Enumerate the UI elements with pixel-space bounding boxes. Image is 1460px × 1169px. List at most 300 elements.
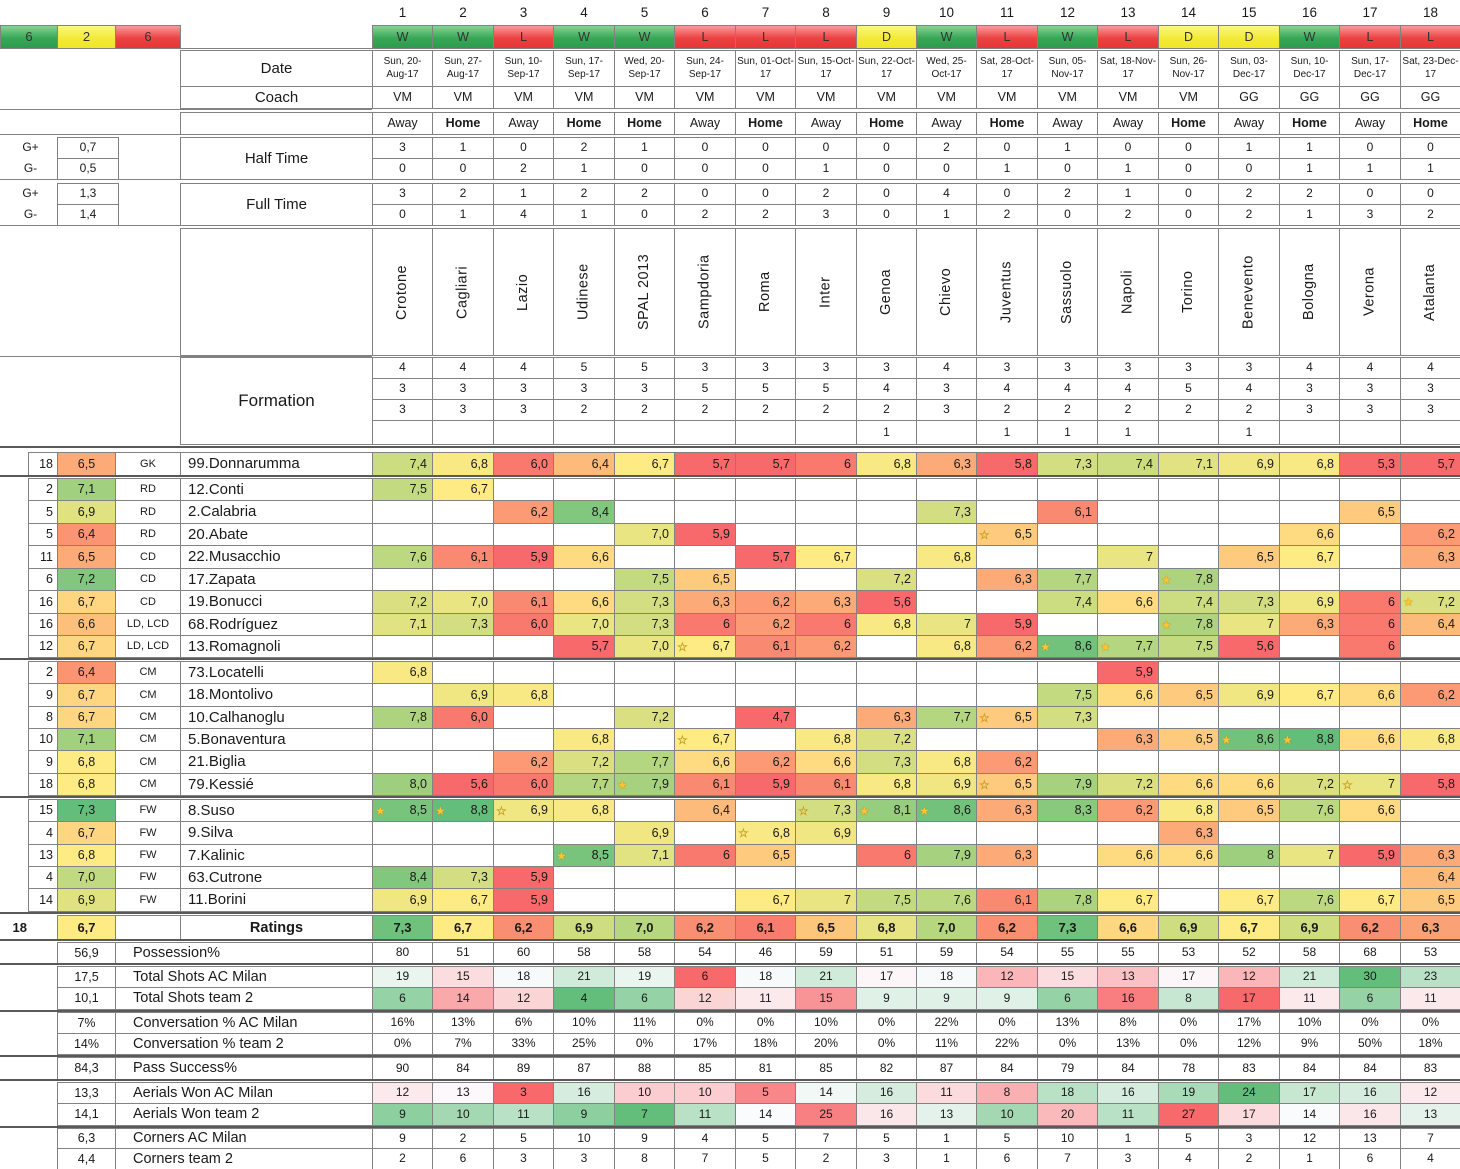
- player-rating-cell[interactable]: 5,9: [1339, 844, 1401, 867]
- player-rating-cell[interactable]: 8,0: [372, 773, 433, 796]
- stat-value-cell[interactable]: 2: [432, 1128, 494, 1149]
- player-rating-cell[interactable]: 5,9: [493, 545, 554, 569]
- player-rating-cell[interactable]: 6,6: [795, 750, 857, 774]
- rating-cell-empty[interactable]: [1218, 500, 1280, 524]
- player-rating-cell[interactable]: 6,5: [674, 568, 736, 591]
- rating-cell-empty[interactable]: [614, 478, 675, 501]
- player-rating-cell[interactable]: 6,0: [432, 706, 494, 729]
- player-rating-cell[interactable]: 7,7: [614, 750, 675, 774]
- rating-cell-empty[interactable]: [674, 821, 736, 845]
- player-rating-cell[interactable]: 6: [1339, 590, 1401, 614]
- full-time-goals[interactable]: 2: [674, 204, 736, 226]
- stat-value-cell[interactable]: 7%: [432, 1033, 494, 1055]
- rating-cell-empty[interactable]: [553, 523, 615, 546]
- player-rating-cell[interactable]: 7,3: [614, 590, 675, 614]
- rating-cell-empty[interactable]: [614, 500, 675, 524]
- rating-cell-empty[interactable]: [856, 661, 917, 684]
- player-avg-rating[interactable]: 6,7: [57, 821, 116, 845]
- player-rating-cell[interactable]: 6,3: [795, 590, 857, 614]
- opponent-name[interactable]: SPAL 2013: [614, 228, 675, 356]
- rating-cell-empty[interactable]: [1158, 888, 1219, 912]
- stat-value-cell[interactable]: 51: [432, 942, 494, 964]
- player-avg-rating[interactable]: 6,6: [57, 613, 116, 636]
- team-avg-rating[interactable]: 6,7: [57, 915, 116, 941]
- player-avg-rating[interactable]: 6,4: [57, 661, 116, 684]
- rating-cell-empty[interactable]: [1218, 866, 1280, 889]
- rating-cell-empty[interactable]: [1158, 706, 1219, 729]
- opponent-name[interactable]: Crotone: [372, 228, 433, 356]
- half-time-goals[interactable]: 1: [795, 158, 857, 180]
- player-avg-rating[interactable]: 6,8: [57, 750, 116, 774]
- rating-cell-empty[interactable]: [976, 866, 1038, 889]
- player-rating-cell[interactable]: 6,8: [1400, 728, 1460, 751]
- full-time-goals[interactable]: 0: [735, 183, 796, 205]
- match-date[interactable]: Wed, 20-Sep-17: [614, 50, 675, 87]
- rating-cell-empty[interactable]: [1218, 821, 1280, 845]
- player-rating-cell[interactable]: 6,5: [735, 844, 796, 867]
- stat-value-cell[interactable]: 80: [372, 942, 433, 964]
- stat-value-cell[interactable]: 85: [795, 1057, 857, 1080]
- rating-cell-empty[interactable]: [1218, 750, 1280, 774]
- player-rating-cell[interactable]: 6,2: [976, 750, 1038, 774]
- player-rating-cell[interactable]: 7,8: [372, 706, 433, 729]
- match-result[interactable]: L: [976, 25, 1038, 49]
- player-rating-cell[interactable]: 7,2: [553, 750, 615, 774]
- rating-cell-empty[interactable]: [735, 799, 796, 822]
- half-time-goals[interactable]: 0: [432, 158, 494, 180]
- formation-line[interactable]: 3: [372, 399, 433, 421]
- rating-cell-empty[interactable]: [432, 844, 494, 867]
- formation-line[interactable]: 4: [1037, 378, 1098, 400]
- player-name[interactable]: 63.Cutrone: [180, 866, 373, 889]
- rating-cell-empty[interactable]: [1158, 750, 1219, 774]
- full-time-goals[interactable]: 3: [372, 183, 433, 205]
- player-avg-rating[interactable]: 6,7: [57, 706, 116, 729]
- stat-average[interactable]: 56,9: [57, 942, 116, 964]
- ht_avg-goals-for-value[interactable]: 0,7: [57, 137, 119, 159]
- player-rating-cell[interactable]: 8,3: [1037, 799, 1098, 822]
- player-rating-cell[interactable]: 6,2: [795, 635, 857, 658]
- player-apps[interactable]: 5: [28, 523, 58, 546]
- player-name[interactable]: 18.Montolivo: [180, 683, 373, 707]
- stat-value-cell[interactable]: 15: [432, 966, 494, 988]
- match-date[interactable]: Sun, 20-Aug-17: [372, 50, 433, 87]
- rating-cell-empty[interactable]: [372, 683, 433, 707]
- stat-value-cell[interactable]: 11: [1279, 987, 1340, 1010]
- match-date[interactable]: Sun, 26-Nov-17: [1158, 50, 1219, 87]
- rating-cell-empty[interactable]: [976, 821, 1038, 845]
- player-rating-cell[interactable]: 5,9: [493, 866, 554, 889]
- formation-line[interactable]: 2: [1097, 399, 1159, 421]
- formation-line[interactable]: [916, 420, 977, 445]
- full-time-goals[interactable]: 0: [856, 204, 917, 226]
- player-rating-cell[interactable]: 6: [795, 452, 857, 476]
- full-time-goals[interactable]: 2: [795, 183, 857, 205]
- rating-cell-empty[interactable]: [372, 750, 433, 774]
- player-avg-rating[interactable]: 6,9: [57, 888, 116, 912]
- rating-cell-empty[interactable]: [1400, 500, 1460, 524]
- player-name[interactable]: 8.Suso: [180, 799, 373, 822]
- formation-line[interactable]: 1: [1037, 420, 1098, 445]
- stat-value-cell[interactable]: 13: [1097, 966, 1159, 988]
- player-rating-cell[interactable]: 7,2: [1279, 773, 1340, 796]
- formation-line[interactable]: [553, 420, 615, 445]
- match-venue[interactable]: Home: [1279, 112, 1340, 135]
- player-rating-cell[interactable]: 6,8: [856, 452, 917, 476]
- player-rating-cell[interactable]: [976, 773, 1038, 796]
- player-rating-cell[interactable]: 5,9: [735, 773, 796, 796]
- rating-cell-empty[interactable]: [614, 866, 675, 889]
- half-time-goals[interactable]: 1: [1400, 158, 1460, 180]
- player-avg-rating[interactable]: 6,8: [57, 773, 116, 796]
- player-rating-cell[interactable]: 6,2: [1097, 799, 1159, 822]
- stat-value-cell[interactable]: 83: [1400, 1057, 1460, 1080]
- rating-cell-empty[interactable]: [735, 568, 796, 591]
- stat-value-cell[interactable]: 53: [1400, 942, 1460, 964]
- player-rating-cell[interactable]: 7,3: [916, 500, 977, 524]
- stat-average[interactable]: 14,1: [57, 1103, 116, 1126]
- match-venue[interactable]: Home: [976, 112, 1038, 135]
- rating-cell-empty[interactable]: [1339, 706, 1401, 729]
- half-time-goals[interactable]: 2: [916, 137, 977, 159]
- player-rating-cell[interactable]: 6,8: [856, 773, 917, 796]
- player-rating-cell[interactable]: 6,9: [916, 773, 977, 796]
- stat-average[interactable]: 14%: [57, 1033, 116, 1055]
- match-date[interactable]: Sun, 03-Dec-17: [1218, 50, 1280, 87]
- rating-cell-empty[interactable]: [795, 500, 857, 524]
- rating-cell-empty[interactable]: [976, 683, 1038, 707]
- match-venue[interactable]: Away: [916, 112, 977, 135]
- player-rating-cell[interactable]: [1400, 590, 1460, 614]
- player-rating-cell[interactable]: 7: [1097, 545, 1159, 569]
- player-rating-cell[interactable]: 7,9: [916, 844, 977, 867]
- player-rating-cell[interactable]: 6: [674, 844, 736, 867]
- match-coach[interactable]: VM: [976, 86, 1038, 109]
- match-coach[interactable]: VM: [1037, 86, 1098, 109]
- rating-cell-empty[interactable]: [1339, 661, 1401, 684]
- rating-cell-empty[interactable]: [856, 683, 917, 707]
- rating-cell-empty[interactable]: [1218, 478, 1280, 501]
- match-venue[interactable]: Away: [1218, 112, 1280, 135]
- formation-line[interactable]: 3: [1400, 378, 1460, 400]
- stat-value-cell[interactable]: 5: [1158, 1128, 1219, 1149]
- player-apps[interactable]: 16: [28, 590, 58, 614]
- formation-line[interactable]: 4: [1218, 378, 1280, 400]
- rating-cell-empty[interactable]: [976, 728, 1038, 751]
- player-position[interactable]: CM: [115, 683, 181, 707]
- stat-value-cell[interactable]: 0%: [1158, 1033, 1219, 1055]
- full-time-goals[interactable]: 0: [1400, 183, 1460, 205]
- match-venue[interactable]: Away: [795, 112, 857, 135]
- ht_avg-goals-against-value[interactable]: 0,5: [57, 158, 119, 180]
- match-venue[interactable]: Home: [553, 112, 615, 135]
- player-rating-cell[interactable]: 6: [674, 613, 736, 636]
- team-rating-cell[interactable]: 7,0: [614, 915, 675, 941]
- opponent-name[interactable]: Roma: [735, 228, 796, 356]
- formation-line[interactable]: 4: [856, 378, 917, 400]
- stat-value-cell[interactable]: 17%: [674, 1033, 736, 1055]
- player-name[interactable]: 79.Kessié: [180, 773, 373, 796]
- rating-cell-empty[interactable]: [493, 568, 554, 591]
- stat-value-cell[interactable]: 84: [432, 1057, 494, 1080]
- stat-value-cell[interactable]: 21: [1279, 966, 1340, 988]
- player-rating-cell[interactable]: [1218, 728, 1280, 751]
- player-rating-cell[interactable]: 6,7: [1097, 888, 1159, 912]
- player-rating-cell[interactable]: 6,8: [372, 661, 433, 684]
- half-time-goals[interactable]: 1: [614, 137, 675, 159]
- stat-value-cell[interactable]: 10: [553, 1128, 615, 1149]
- formation-line[interactable]: 3: [493, 399, 554, 421]
- stat-value-cell[interactable]: 22%: [916, 1012, 977, 1034]
- rating-cell-empty[interactable]: [856, 523, 917, 546]
- stat-value-cell[interactable]: 79: [1037, 1057, 1098, 1080]
- half-time-goals[interactable]: 0: [674, 137, 736, 159]
- player-rating-cell[interactable]: 6,3: [976, 799, 1038, 822]
- rating-cell-empty[interactable]: [856, 545, 917, 569]
- rating-cell-empty[interactable]: [1339, 750, 1401, 774]
- formation-line[interactable]: [432, 420, 494, 445]
- stat-value-cell[interactable]: 11%: [916, 1033, 977, 1055]
- formation-line[interactable]: 4: [372, 357, 433, 379]
- rating-cell-empty[interactable]: [674, 683, 736, 707]
- formation-line[interactable]: 4: [432, 357, 494, 379]
- rating-cell-empty[interactable]: [1158, 500, 1219, 524]
- player-rating-cell[interactable]: 7,6: [1279, 888, 1340, 912]
- team-rating-cell[interactable]: 6,1: [735, 915, 796, 941]
- rating-cell-empty[interactable]: [916, 661, 977, 684]
- player-rating-cell[interactable]: 7,6: [1279, 799, 1340, 822]
- player-name[interactable]: 11.Borini: [180, 888, 373, 912]
- full-time-goals[interactable]: 1: [916, 204, 977, 226]
- formation-line[interactable]: 2: [1218, 399, 1280, 421]
- player-avg-rating[interactable]: 6,8: [57, 844, 116, 867]
- match-coach[interactable]: VM: [916, 86, 977, 109]
- player-rating-cell[interactable]: 6,5: [1339, 500, 1401, 524]
- rating-cell-empty[interactable]: [856, 635, 917, 658]
- player-rating-cell[interactable]: [1339, 773, 1401, 796]
- player-rating-cell[interactable]: 6,1: [795, 773, 857, 796]
- player-rating-cell[interactable]: 7: [916, 613, 977, 636]
- player-rating-cell[interactable]: 5,9: [493, 888, 554, 912]
- formation-line[interactable]: 2: [976, 399, 1038, 421]
- stat-value-cell[interactable]: 9: [976, 987, 1038, 1010]
- formation-line[interactable]: [1158, 420, 1219, 445]
- stat-value-cell[interactable]: 6: [674, 966, 736, 988]
- player-apps[interactable]: 11: [28, 545, 58, 569]
- rating-cell-empty[interactable]: [1158, 523, 1219, 546]
- player-rating-cell[interactable]: 6,8: [553, 728, 615, 751]
- stat-value-cell[interactable]: 0%: [1400, 1012, 1460, 1034]
- match-result[interactable]: W: [916, 25, 977, 49]
- opponent-name[interactable]: Bologna: [1279, 228, 1340, 356]
- rating-cell-empty[interactable]: [614, 799, 675, 822]
- rating-cell-empty[interactable]: [1097, 821, 1159, 845]
- full-time-goals[interactable]: 0: [1158, 204, 1219, 226]
- player-rating-cell[interactable]: 6,2: [493, 500, 554, 524]
- stat-value-cell[interactable]: 6: [976, 1148, 1038, 1169]
- stat-value-cell[interactable]: 13: [1339, 1128, 1401, 1149]
- player-rating-cell[interactable]: 6,5: [1158, 728, 1219, 751]
- player-rating-cell[interactable]: 6: [856, 844, 917, 867]
- player-rating-cell[interactable]: 6,3: [1400, 844, 1460, 867]
- stat-value-cell[interactable]: 18: [735, 966, 796, 988]
- player-rating-cell[interactable]: 6,6: [553, 545, 615, 569]
- player-rating-cell[interactable]: 7,4: [1158, 590, 1219, 614]
- stat-value-cell[interactable]: 78: [1158, 1057, 1219, 1080]
- player-rating-cell[interactable]: [916, 799, 977, 822]
- rating-cell-empty[interactable]: [1097, 613, 1159, 636]
- half-time-goals[interactable]: 0: [856, 158, 917, 180]
- team-rating-cell[interactable]: 7,3: [1037, 915, 1098, 941]
- match-venue[interactable]: Home: [614, 112, 675, 135]
- player-rating-cell[interactable]: 7,9: [1037, 773, 1098, 796]
- rating-cell-empty[interactable]: [916, 821, 977, 845]
- rating-cell-empty[interactable]: [1218, 661, 1280, 684]
- full-time-goals[interactable]: 0: [1158, 183, 1219, 205]
- rating-cell-empty[interactable]: [372, 523, 433, 546]
- stat-value-cell[interactable]: 6: [614, 987, 675, 1010]
- stat-value-cell[interactable]: 19: [1158, 1082, 1219, 1104]
- match-date[interactable]: Sun, 27-Aug-17: [432, 50, 494, 87]
- stat-value-cell[interactable]: 9: [553, 1103, 615, 1126]
- player-rating-cell[interactable]: 6,6: [553, 590, 615, 614]
- player-rating-cell[interactable]: 6,2: [735, 590, 796, 614]
- team-rating-cell[interactable]: 6,3: [1400, 915, 1460, 941]
- stat-value-cell[interactable]: 3: [553, 1148, 615, 1169]
- match-venue[interactable]: Away: [674, 112, 736, 135]
- player-rating-cell[interactable]: 6,3: [1158, 821, 1219, 845]
- formation-line[interactable]: 1: [976, 420, 1038, 445]
- stat-value-cell[interactable]: 13%: [1037, 1012, 1098, 1034]
- stat-value-cell[interactable]: 83: [1218, 1057, 1280, 1080]
- match-result[interactable]: L: [735, 25, 796, 49]
- match-date[interactable]: Sun, 24-Sep-17: [674, 50, 736, 87]
- team-rating-cell[interactable]: 6,2: [674, 915, 736, 941]
- rating-cell-empty[interactable]: [1097, 523, 1159, 546]
- ft_avg-goals-for-value[interactable]: 1,3: [57, 183, 119, 205]
- rating-cell-empty[interactable]: [1097, 866, 1159, 889]
- player-rating-cell[interactable]: 7,1: [372, 613, 433, 636]
- rating-cell-empty[interactable]: [614, 545, 675, 569]
- player-position[interactable]: FW: [115, 866, 181, 889]
- player-name[interactable]: 13.Romagnoli: [180, 635, 373, 658]
- player-avg-rating[interactable]: 6,5: [57, 545, 116, 569]
- stat-value-cell[interactable]: 87: [916, 1057, 977, 1080]
- stat-value-cell[interactable]: 10: [614, 1082, 675, 1104]
- rating-cell-empty[interactable]: [1097, 568, 1159, 591]
- player-rating-cell[interactable]: 6,6: [1339, 728, 1401, 751]
- stat-value-cell[interactable]: 18: [493, 966, 554, 988]
- player-rating-cell[interactable]: [1037, 635, 1098, 658]
- formation-line[interactable]: [1279, 420, 1340, 445]
- player-rating-cell[interactable]: 6,8: [432, 452, 494, 476]
- full-time-goals[interactable]: 3: [1339, 204, 1401, 226]
- player-apps[interactable]: 6: [28, 568, 58, 591]
- player-rating-cell[interactable]: 7,2: [1097, 773, 1159, 796]
- stat-value-cell[interactable]: 89: [493, 1057, 554, 1080]
- stat-value-cell[interactable]: 25%: [553, 1033, 615, 1055]
- rating-cell-empty[interactable]: [614, 683, 675, 707]
- opponent-name[interactable]: Chievo: [916, 228, 977, 356]
- player-apps[interactable]: 2: [28, 661, 58, 684]
- stat-value-cell[interactable]: 8: [614, 1148, 675, 1169]
- match-venue[interactable]: Home: [735, 112, 796, 135]
- stat-value-cell[interactable]: 18: [916, 966, 977, 988]
- player-name[interactable]: 10.Calhanoglu: [180, 706, 373, 729]
- stat-value-cell[interactable]: 58: [614, 942, 675, 964]
- player-rating-cell[interactable]: [432, 799, 494, 822]
- stat-value-cell[interactable]: 12: [1218, 966, 1280, 988]
- stat-value-cell[interactable]: 2: [372, 1148, 433, 1169]
- rating-cell-empty[interactable]: [916, 683, 977, 707]
- stat-value-cell[interactable]: 17: [1279, 1082, 1340, 1104]
- team-rating-cell[interactable]: 6,9: [1279, 915, 1340, 941]
- half-time-goals[interactable]: 0: [1218, 158, 1280, 180]
- player-rating-cell[interactable]: 5,8: [1400, 773, 1460, 796]
- player-avg-rating[interactable]: 6,7: [57, 683, 116, 707]
- player-avg-rating[interactable]: 7,0: [57, 866, 116, 889]
- half-time-goals[interactable]: 1: [1218, 137, 1280, 159]
- stat-value-cell[interactable]: 3: [1218, 1128, 1280, 1149]
- player-rating-cell[interactable]: 5,6: [1218, 635, 1280, 658]
- match-coach[interactable]: VM: [493, 86, 554, 109]
- rating-cell-empty[interactable]: [1037, 478, 1098, 501]
- formation-line[interactable]: 3: [432, 399, 494, 421]
- player-rating-cell[interactable]: 6,8: [493, 683, 554, 707]
- stat-value-cell[interactable]: 1: [1097, 1128, 1159, 1149]
- player-rating-cell[interactable]: 6,7: [614, 452, 675, 476]
- opponent-name[interactable]: Napoli: [1097, 228, 1159, 356]
- player-rating-cell[interactable]: 7,2: [856, 568, 917, 591]
- player-rating-cell[interactable]: 7,5: [614, 568, 675, 591]
- ft_avg-goals-against-value[interactable]: 1,4: [57, 204, 119, 226]
- player-rating-cell[interactable]: 7,4: [1097, 452, 1159, 476]
- rating-cell-empty[interactable]: [735, 866, 796, 889]
- stat-value-cell[interactable]: 12: [976, 966, 1038, 988]
- stat-value-cell[interactable]: 13: [1400, 1103, 1460, 1126]
- match-coach[interactable]: GG: [1218, 86, 1280, 109]
- rating-cell-empty[interactable]: [916, 568, 977, 591]
- rating-cell-empty[interactable]: [553, 821, 615, 845]
- rating-cell-empty[interactable]: [1279, 568, 1340, 591]
- half-time-goals[interactable]: 0: [976, 137, 1038, 159]
- stat-value-cell[interactable]: 16: [856, 1082, 917, 1104]
- rating-cell-empty[interactable]: [1037, 523, 1098, 546]
- rating-cell-empty[interactable]: [735, 478, 796, 501]
- rating-cell-empty[interactable]: [1158, 866, 1219, 889]
- player-name[interactable]: 9.Silva: [180, 821, 373, 845]
- rating-cell-empty[interactable]: [976, 478, 1038, 501]
- rating-cell-empty[interactable]: [553, 661, 615, 684]
- player-rating-cell[interactable]: 7,0: [614, 523, 675, 546]
- player-rating-cell[interactable]: 7,3: [432, 613, 494, 636]
- match-coach[interactable]: VM: [372, 86, 433, 109]
- stat-value-cell[interactable]: 16: [856, 1103, 917, 1126]
- rating-cell-empty[interactable]: [1037, 750, 1098, 774]
- rating-cell-empty[interactable]: [674, 478, 736, 501]
- match-coach[interactable]: GG: [1339, 86, 1401, 109]
- player-rating-cell[interactable]: 7: [1218, 613, 1280, 636]
- match-result[interactable]: W: [553, 25, 615, 49]
- stat-value-cell[interactable]: 6: [432, 1148, 494, 1169]
- stat-value-cell[interactable]: 8: [976, 1082, 1038, 1104]
- match-date[interactable]: Sun, 15-Oct-17: [795, 50, 857, 87]
- match-date[interactable]: Sun, 17-Sep-17: [553, 50, 615, 87]
- player-apps[interactable]: 18: [28, 773, 58, 796]
- full-time-goals[interactable]: 1: [1097, 183, 1159, 205]
- stat-value-cell[interactable]: 84: [1279, 1057, 1340, 1080]
- player-rating-cell[interactable]: 6,3: [916, 452, 977, 476]
